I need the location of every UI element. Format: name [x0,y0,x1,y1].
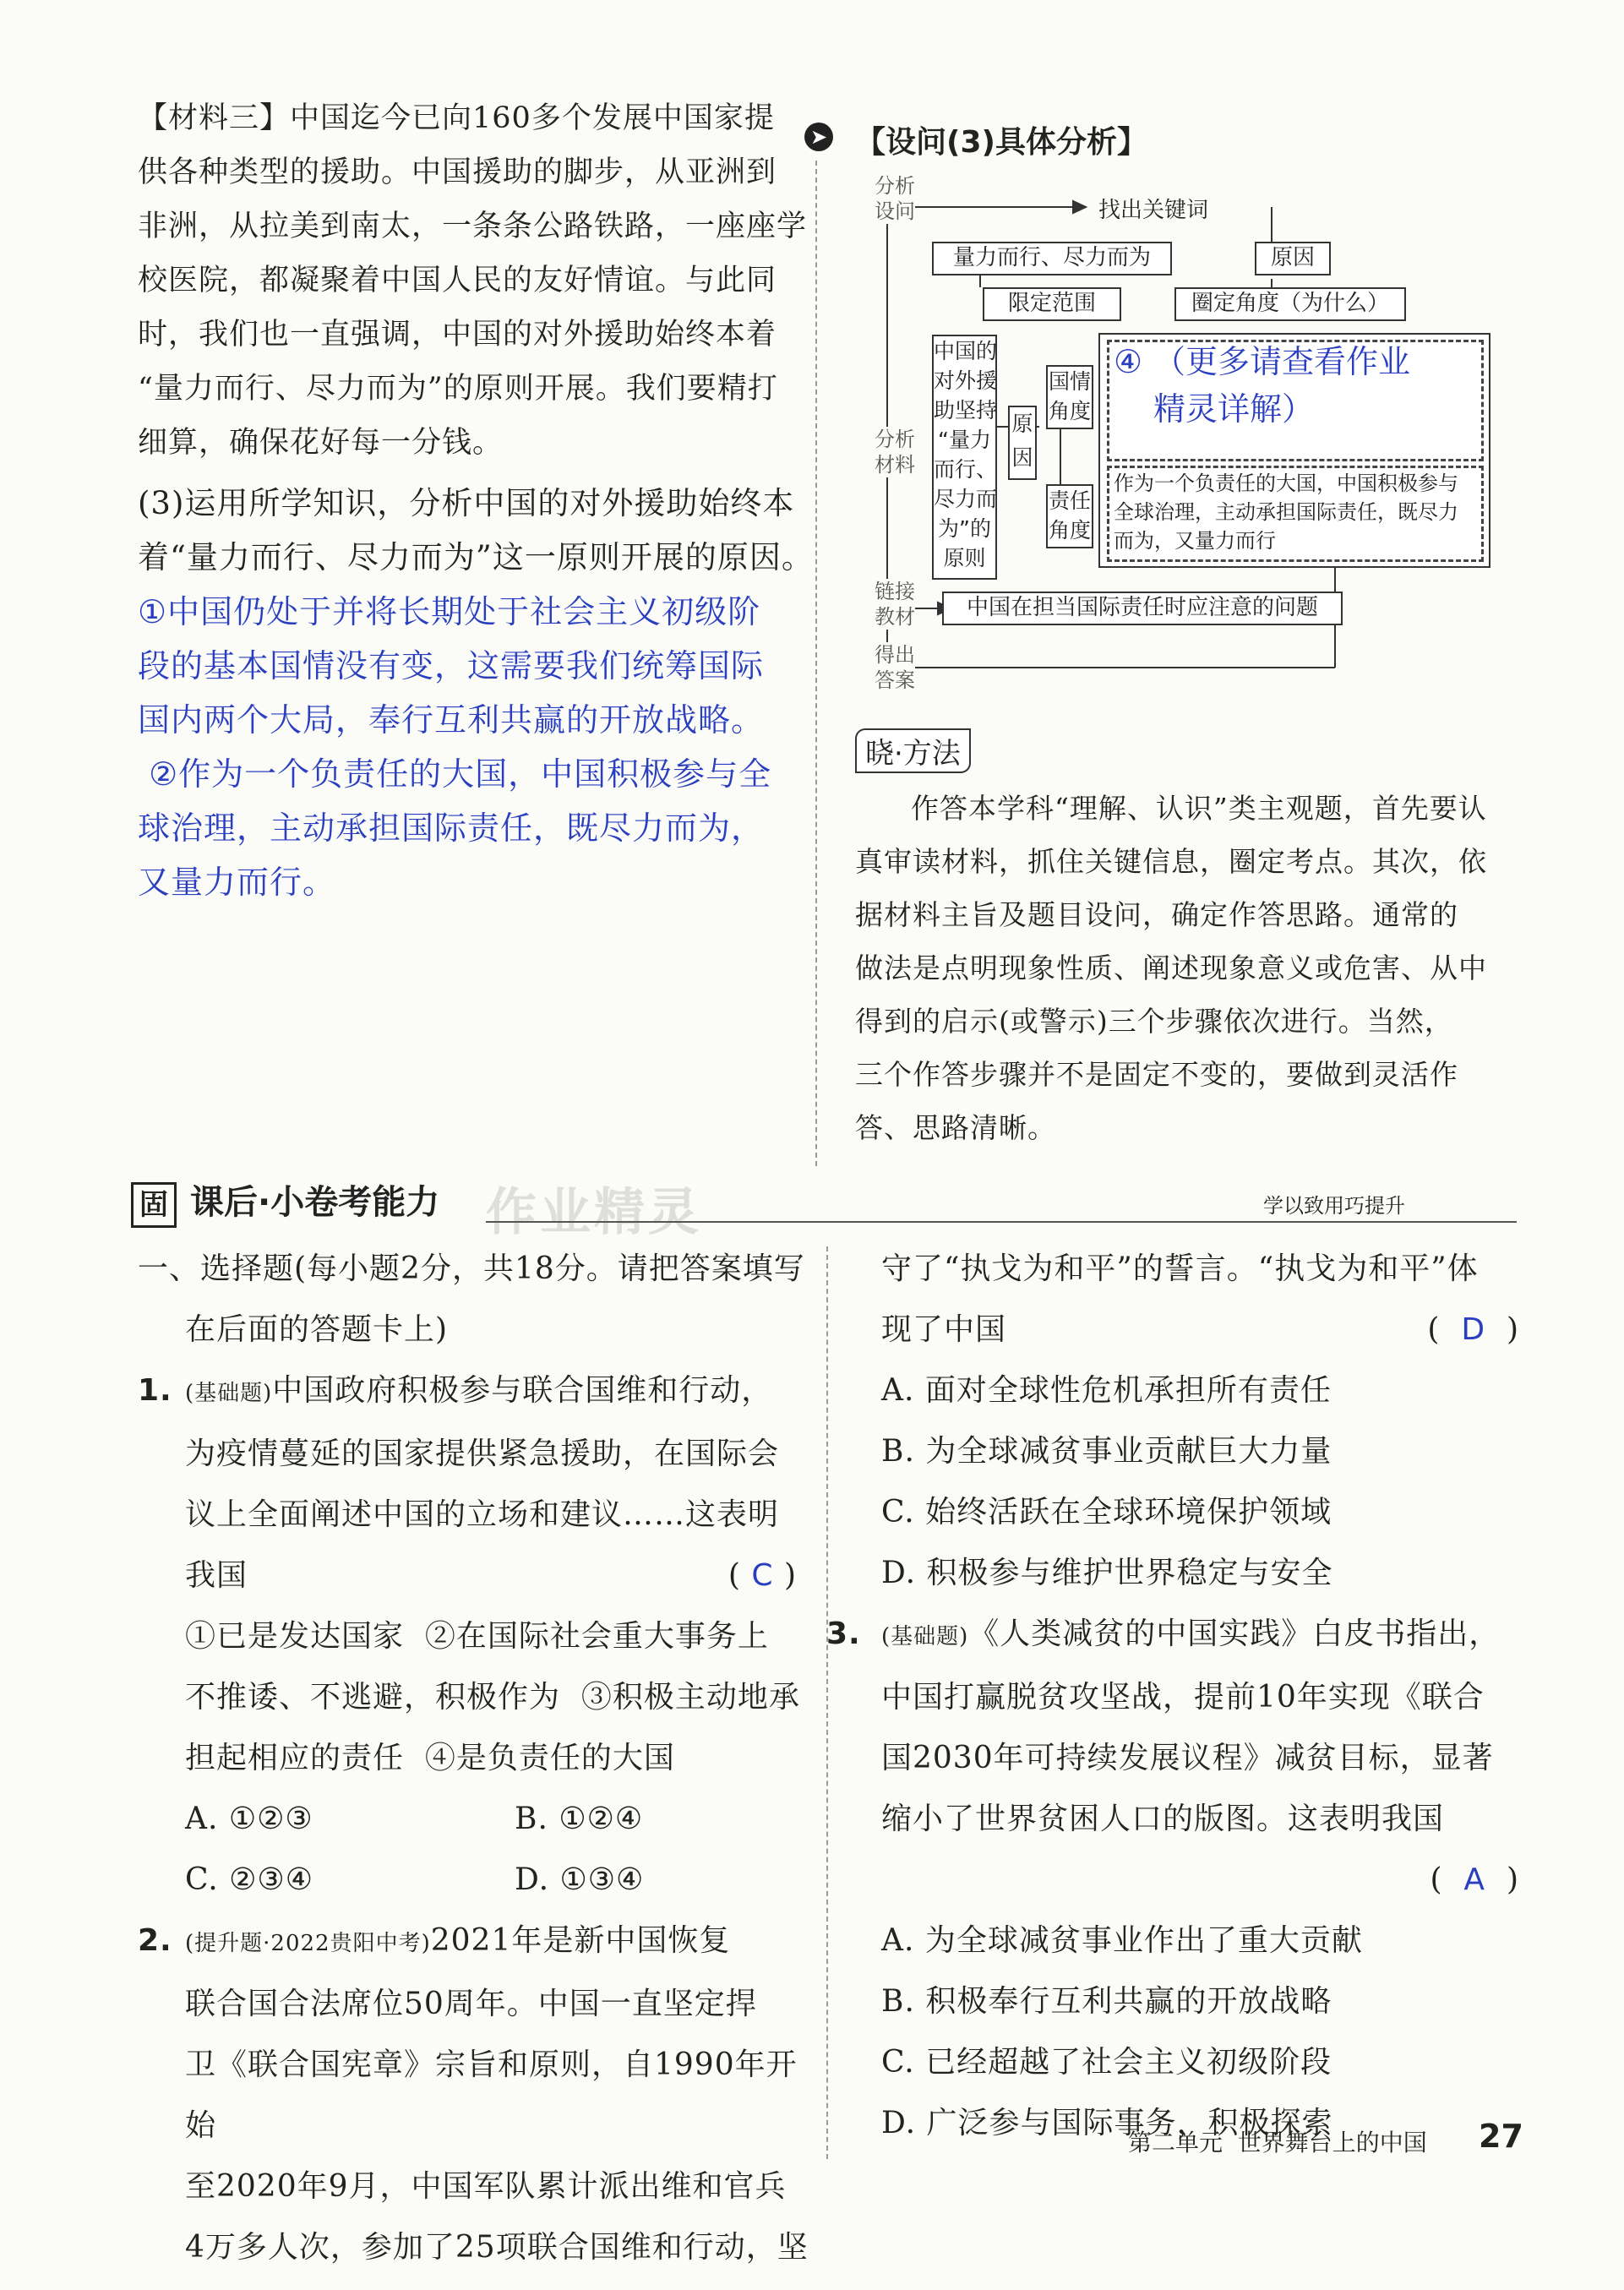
q1-option-b[interactable]: B. ①②④ [515,1802,644,1836]
q2-line-5: 守了“执戈为和平”的誓言。“执戈为和平”体 [881,1251,1479,1286]
method-line-4: 得到的启示(或警示)三个步骤依次进行。当然， [855,1005,1453,1038]
q3 [826,1604,1519,2154]
q1-options-row-1 [185,1789,814,1850]
q3-answer: A [1463,1862,1486,1897]
q1-options-row-2 [185,1850,814,1911]
q3-option-c[interactable]: C. 已经超越了社会主义初级阶段 [881,2045,1332,2080]
q2-answer: D [1461,1312,1486,1347]
section-rule [486,1221,1517,1223]
method-line-0: 作答本学科“理解、认识”类主观题，首先要认 [911,792,1487,825]
q2-tag: (提升题·2022贵阳中考) [185,1931,431,1956]
q2-line-4: 4万多人次，参加了25项联合国维和行动，坚 [185,2230,809,2265]
material3-line-6: 细算，确保花好每一分钱。 [138,426,504,460]
answer-line-4: 球治理，主动承担国际责任，既尽力而为， [138,810,765,847]
method-title: 晓·方法 [855,728,971,773]
aid-principle-box: 中国的 对外援 助坚持 “量力 而行、 尽力而 为”的 原则 [932,335,997,580]
label-analyze-question: 分析 设问 [875,174,915,223]
q3-line-2: 国2030年可持续发展议程》减贫目标，显著 [881,1741,1494,1775]
q1-line-1: 为疫情蔓延的国家提供紧急援助，在国际会 [185,1437,780,1471]
analysis-title: 【设问(3)具体分析】 [855,125,1147,160]
q2-line-2: 卫《联合国宪章》宗旨和原则，自1990年开始 [185,2047,798,2143]
q1 [138,1360,814,1911]
q2-option-c[interactable]: C. 始终活跃在全球环境保护领域 [881,1495,1332,1529]
blank-number: ④ [1114,343,1143,380]
column-divider-top [815,161,817,1166]
footer-unit: 第二单元 世界舞台上的中国 [1128,2129,1427,2156]
q3-answer-row [881,1850,1519,1911]
q2-option-a[interactable]: A. 面对全球性危机承担所有责任 [881,1373,1332,1408]
q3-line-3: 缩小了世界贫困人口的版图。这表明我国 [881,1802,1445,1836]
q3-number: 3. [826,1617,861,1651]
material3-line-4: 时，我们也一直强调，中国的对外援助始终本着 [138,318,777,352]
answer-line-3: ②作为一个负责任的大国，中国积极参与全 [138,755,772,793]
q1-option-c[interactable]: C. ②③④ [185,1862,313,1897]
arrow-right-icon: ➤ [804,123,833,151]
method-line-2: 据材料主旨及题目设问，确定作答思路。通常的 [855,898,1458,931]
section-right: 学以致用巧提升 [1263,1194,1405,1218]
question3-line-1: 着“量力而行、尽力而为”这一原则开展的原因。 [138,539,814,575]
q1-option-d[interactable]: D. ①③④ [515,1862,645,1897]
label-link-textbook: 链接 教材 [875,580,915,629]
q1-line-0: (基础题)中国政府积极参与联合国维和行动， [185,1373,773,1408]
method-line-6: 答、思路清晰。 [855,1111,1056,1144]
instruction-line-1: 在后面的答题卡上) [185,1312,449,1347]
national-angle-box: 国情 角度 [1046,365,1093,429]
material3-line-3: 校医院，都凝聚着中国人民的友好情谊。与此同 [138,264,777,297]
method-block [855,782,1514,1154]
q1-tag: (基础题) [185,1381,273,1406]
q1-line-2: 议上全面阐述中国的立场和建议……这表明 [185,1497,780,1532]
material3-label: 【材料三】 [138,101,291,135]
keyword-box-2: 原因 [1255,242,1331,275]
q3-line-0: (基础题)《人类减贫的中国实践》白皮书指出， [881,1617,1501,1651]
answer-line-2: 国内两个大局，奉行互利共赢的开放战略。 [138,701,765,739]
reason-box: 原 因 [1008,406,1037,480]
q3-tag: (基础题) [881,1624,969,1649]
bottom-left-column [138,1239,814,2278]
q3-option-b[interactable]: B. 积极奉行互利共赢的开放战略 [881,1984,1332,2019]
duty-angle-box: 责任 角度 [1046,484,1093,548]
q1-answer: C [751,1558,774,1593]
answer-line-1: 段的基本国情没有变，这需要我们统筹国际 [138,647,765,684]
section-header [131,1179,1517,1242]
blank-hint: （更多请查看作业 精灵详解） [1153,343,1411,428]
find-keywords: 找出关键词 [1098,198,1209,223]
q1-option-a[interactable]: A. ①②③ [185,1802,313,1836]
material3-line-5: “量力而行、尽力而为”的原则开展。我们要精打 [138,372,778,406]
q2-line-0: (提升题·2022贵阳中考)2021年是新中国恢复 [185,1923,731,1958]
keyword-box-1: 量力而行、尽力而为 [932,242,1172,275]
q3-answer-bracket: ( A ) [1430,1862,1519,1897]
method-line-5: 三个作答步骤并不是固定不变的，要做到灵活作 [855,1058,1458,1091]
method-line-1: 真审读材料，抓住关键信息，圈定考点。其次，依 [855,845,1487,878]
material3-line-1: 供各种类型的援助。中国援助的脚步，从亚洲到 [138,155,777,189]
scope-box: 限定范围 [983,287,1121,321]
label-analyze-material: 分析 材料 [875,428,915,477]
q2 [138,1911,814,2278]
q3-option-a[interactable]: A. 为全球减贫事业作出了重大贡献 [881,1923,1363,1958]
duty-text: 作为一个负责任的大国，中国积极参与全球治理，主动承担国际责任，既尽力而为，又量力而行 [1114,472,1458,553]
material3-line-2: 非洲，从拉美到南太，一条条公路铁路，一座座学 [138,210,808,243]
q3-line-1: 中国打赢脱贫攻坚战，提前10年实现《联合 [881,1680,1485,1715]
q3-option-d[interactable]: D. 广泛参与国际事务，积极探索 [881,2106,1333,2140]
page-number: 27 [1479,2118,1523,2155]
watermark-text: 作业精灵 [486,1183,702,1242]
column-divider-bottom [826,1246,828,2159]
question3-line-0: (3)运用所学知识，分析中国的对外援助始终本 [138,485,795,521]
q2-line-1: 联合国合法席位50周年。中国一直坚定捍 [185,1987,757,2021]
q2-line-3: 至2020年9月，中国军队累计派出维和官兵 [185,2169,787,2204]
q1-line-3: 我国 ( C ) [185,1546,814,1606]
link-textbook-box: 中国在担当国际责任时应注意的问题 [942,592,1343,625]
label-get-answer: 得出 答案 [875,643,915,692]
q2-option-b[interactable]: B. 为全球减贫事业贡献巨大力量 [881,1434,1332,1469]
q2-number: 2. [138,1923,172,1958]
q1-statement-0: ①已是发达国家 ②在国际社会重大事务上 [185,1619,769,1654]
material3-block [138,91,814,909]
bottom-right-column [826,1239,1519,2154]
q1-statement-2: 担起相应的责任 ④是负责任的大国 [185,1741,675,1775]
q1-number: 1. [138,1373,172,1408]
method-line-3: 做法是点明现象性质、阐述现象意义或危害、从中 [855,951,1487,984]
answer-line-0: ①中国仍处于并将长期处于社会主义初级阶 [138,593,761,630]
q1-statement-1: 不推诿、不逃避，积极作为 ③积极主动地承 [185,1680,800,1715]
answer-line-5: 又量力而行。 [138,864,336,901]
q2-line-6: 现了中国 ( D ) [852,1300,1519,1360]
q2-option-d[interactable]: D. 积极参与维护世界稳定与安全 [881,1556,1333,1590]
section-title: 课后·小卷考能力 [190,1183,440,1222]
angle-box: 圈定角度（为什么） [1174,287,1406,321]
q2-answer-bracket: ( D ) [1427,1312,1519,1347]
instruction-line-0: 一、选择题(每小题2分，共18分。请把答案填写 [138,1251,805,1286]
q1-answer-bracket: ( C ) [728,1558,797,1593]
material3-line-0: 【材料三】中国迄今已向160多个发展中国家提 [138,101,775,135]
section-icon: 固 [131,1182,177,1228]
